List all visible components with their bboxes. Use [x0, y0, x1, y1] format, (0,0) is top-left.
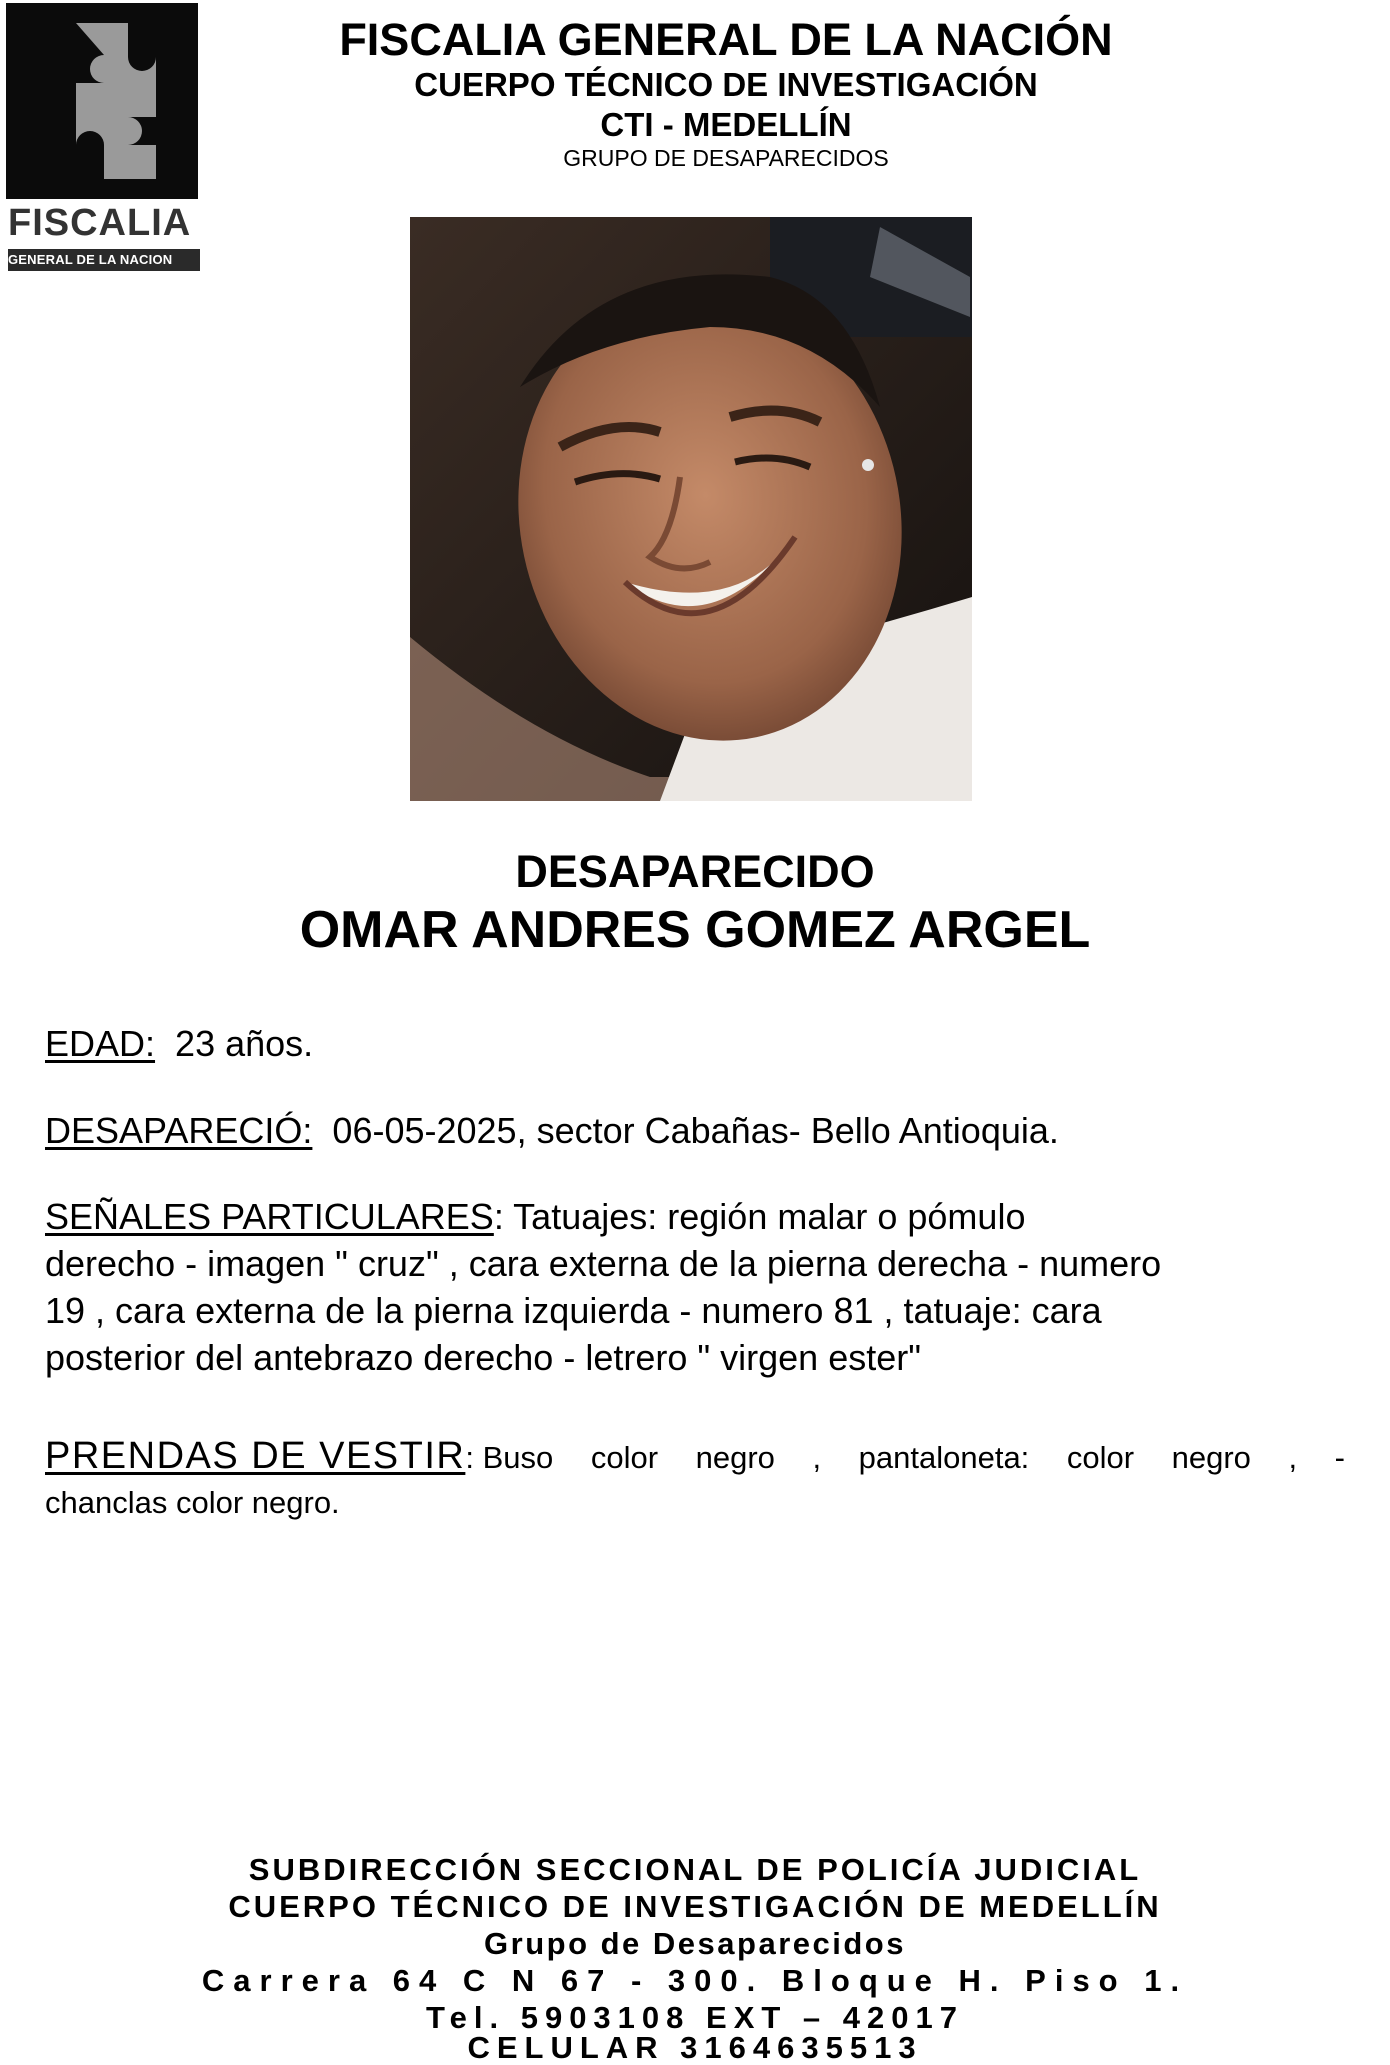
age-value: 23 años.	[175, 1023, 314, 1064]
distinguishing-marks	[45, 1193, 1345, 1381]
marks-label: SEÑALES PARTICULARES	[45, 1196, 494, 1237]
clothing-word: ,	[812, 1440, 822, 1475]
footer-unit: CUERPO TÉCNICO DE INVESTIGACIÓN DE MEDELLÍN	[228, 1889, 1162, 1924]
missing-person-photo	[410, 217, 972, 801]
marks-line-1	[45, 1193, 1345, 1240]
disappeared-row	[45, 1107, 1345, 1154]
footer-phone: Tel. 5903108 EXT – 42017	[426, 2000, 964, 2035]
marks-line-3: 19 , cara externa de la pierna izquierda - numero 81 , tatuaje: cara	[45, 1290, 1102, 1331]
clothing-label-wrap	[45, 1432, 553, 1481]
disappeared-label: DESAPARECIÓ:	[45, 1110, 313, 1151]
clothing-word: negro	[1171, 1440, 1251, 1475]
clothing-section	[45, 1432, 1345, 1525]
age-row	[45, 1020, 1345, 1067]
clothing-line-2: chanclas color negro.	[45, 1485, 340, 1520]
clothing-word: -	[1334, 1440, 1345, 1475]
status-heading: DESAPARECIDO	[515, 846, 875, 897]
clothing-word: pantaloneta:	[858, 1440, 1030, 1475]
footer-address: Carrera 64 C N 67 - 300. Bloque H. Piso 1.	[201, 1963, 1189, 1998]
clothing-word: : Buso	[465, 1440, 554, 1475]
clothing-label: PRENDAS DE VESTIR	[45, 1435, 466, 1477]
logo-subline: GENERAL DE LA NACION	[8, 249, 200, 271]
header-unit: CUERPO TÉCNICO DE INVESTIGACIÓN	[414, 66, 1038, 103]
clothing-word: color	[1066, 1440, 1135, 1475]
logo-wordmark: FISCALIA	[8, 202, 192, 244]
disappeared-value: 06-05-2025, sector Cabañas- Bello Antioquia.	[332, 1110, 1059, 1151]
age-label: EDAD:	[45, 1023, 156, 1064]
marks-line-4: posterior del antebrazo derecho - letrero " virgen ester"	[45, 1337, 922, 1378]
footer-subdirectorate: SUBDIRECCIÓN SECCIONAL DE POLICÍA JUDICIAL	[248, 1852, 1142, 1887]
clothing-word: ,	[1288, 1440, 1298, 1475]
clothing-word: color	[590, 1440, 659, 1475]
header-group: GRUPO DE DESAPARECIDOS	[563, 145, 889, 171]
person-name: OMAR ANDRES GOMEZ ARGEL	[299, 901, 1091, 959]
header-city: CTI - MEDELLÍN	[600, 106, 852, 143]
footer-mobile: CELULAR 3164635513	[467, 2030, 923, 2065]
logo-tile	[6, 3, 198, 199]
clothing-word: negro	[695, 1440, 775, 1475]
clothing-line-1	[45, 1432, 1345, 1481]
footer-group: Grupo de Desaparecidos	[484, 1926, 906, 1961]
puzzle-piece-icon	[6, 3, 198, 199]
marks-text-1: : Tatuajes: región malar o pómulo	[493, 1196, 1026, 1237]
fiscalia-logo	[6, 3, 198, 271]
marks-line-2: derecho - imagen " cruz" , cara externa de la pierna derecha - numero	[45, 1243, 1162, 1284]
header-agency: FISCALIA GENERAL DE LA NACIÓN	[339, 14, 1113, 65]
portrait-image	[410, 217, 972, 801]
